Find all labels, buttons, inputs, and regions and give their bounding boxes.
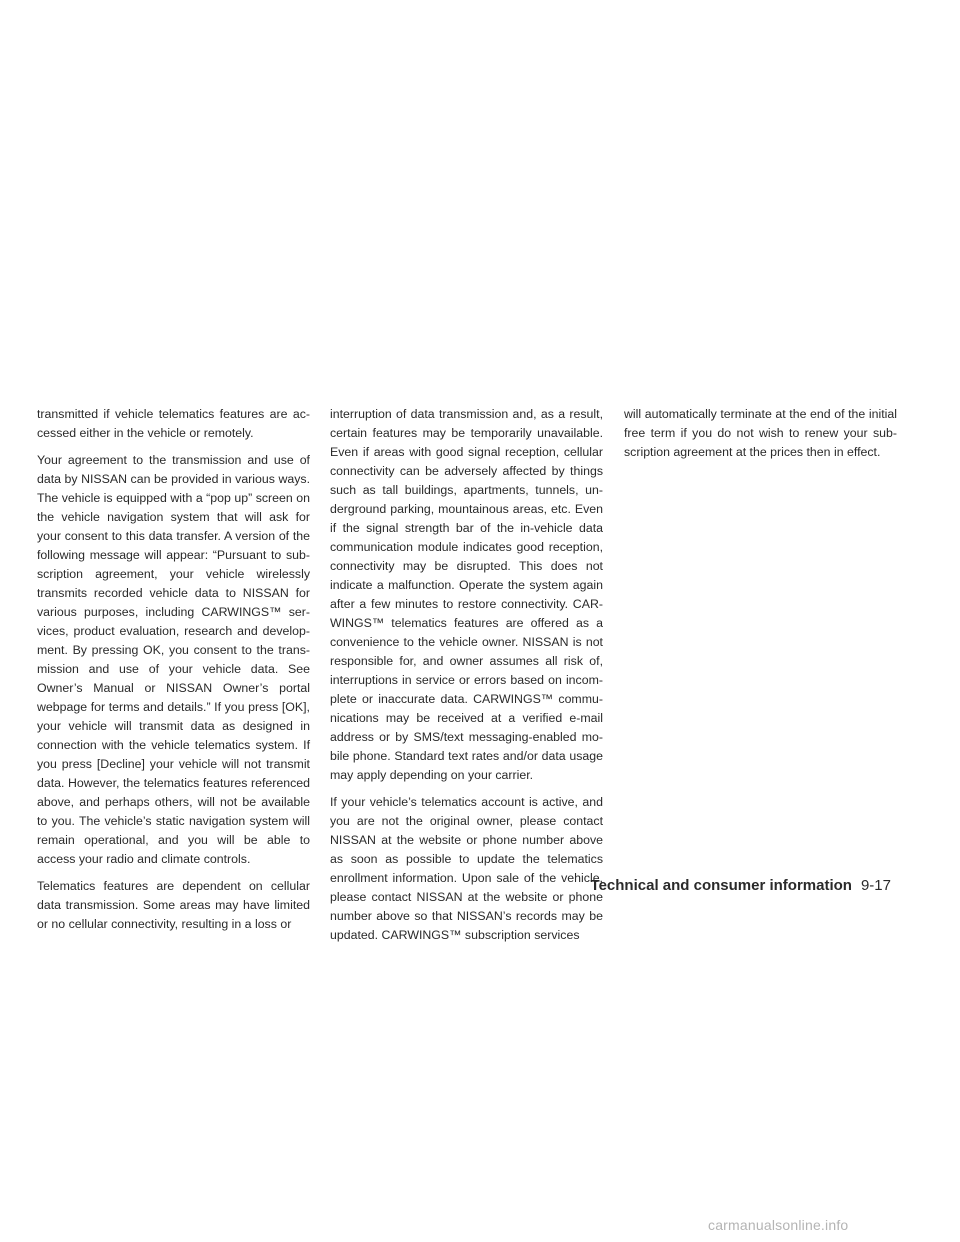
section-title: Technical and consumer information — [590, 877, 852, 894]
paragraph: Telematics features are dependent on cellular data transmission. Some areas may have limited or no cellular connectivity, resulting in a loss or — [37, 879, 310, 931]
watermark: carmanualsonline.info — [708, 1217, 849, 1233]
paragraph: Your agreement to the transmission and use of data by NISSAN can be provided in various ways. The vehicle is equipped with a “pop up” screen on the vehicle navigation system that will ask for your consent to this data transfer. A version of the following message will appear: “Pursuant to subscription agreement, your vehicle wirelessly transmits recorded vehicle data to NISSAN for various purposes, including CARWINGS™ services, product evaluation, research and development. By pressing OK, you consent to the transmission and use of your vehicle data. See Owner’s Manual or NISSAN Owner’s portal webpage for terms and details.” If you press [OK], your vehicle will transmit data as designed in connection with the vehicle telematics system. If you press [Decline] your vehicle will not transmit data. However, the telematics features referenced above, and perhaps others, will not be available to you. The vehicle’s static navigation system will remain operational, and you will be able to access your radio and climate controls. — [37, 453, 310, 866]
paragraph: transmitted if vehicle telematics features are accessed either in the vehicle or remotely. — [37, 407, 310, 440]
text-column-2 — [330, 405, 603, 953]
text-column-3 — [624, 405, 897, 470]
text-column-1 — [37, 405, 310, 942]
page-number: 9-17 — [860, 877, 891, 894]
paragraph: If your vehicle’s telematics account is active, and you are not the original owner, please contact NISSAN at the website or phone number above as soon as possible to update the telematics enrollment information. Upon sale of the vehicle, please contact NISSAN at the website or phone number above so that NISSAN’s records may be updated. CARWINGS™ subscription services — [330, 795, 603, 942]
paragraph: interruption of data transmission and, as a result, certain features may be temporarily unavailable. Even if areas with good signal reception, cellular connectivity can be adversely affected by things such as tall buildings, apartments, tunnels, underground parking, mountainous areas, etc. Even if the signal strength bar of the in-vehicle data communication module indicates good reception, connectivity may be disrupted. This does not indicate a malfunction. Operate the system again after a few minutes to restore connectivity. CARWINGS™ telematics features are offered as a convenience to the vehicle owner. NISSAN is not responsible for, and owner assumes all risk of, interruptions in service or errors based on incomplete or inaccurate data. CARWINGS™ communications may be received at a verified e-mail address or by SMS/text messaging-enabled mobile phone. Standard text rates and/or data usage may apply depending on your carrier. — [330, 407, 603, 782]
page-footer — [591, 877, 891, 895]
paragraph: will automatically terminate at the end of the initial free term if you do not wish to renew your subscription agreement at the prices then in effect. — [624, 407, 897, 459]
